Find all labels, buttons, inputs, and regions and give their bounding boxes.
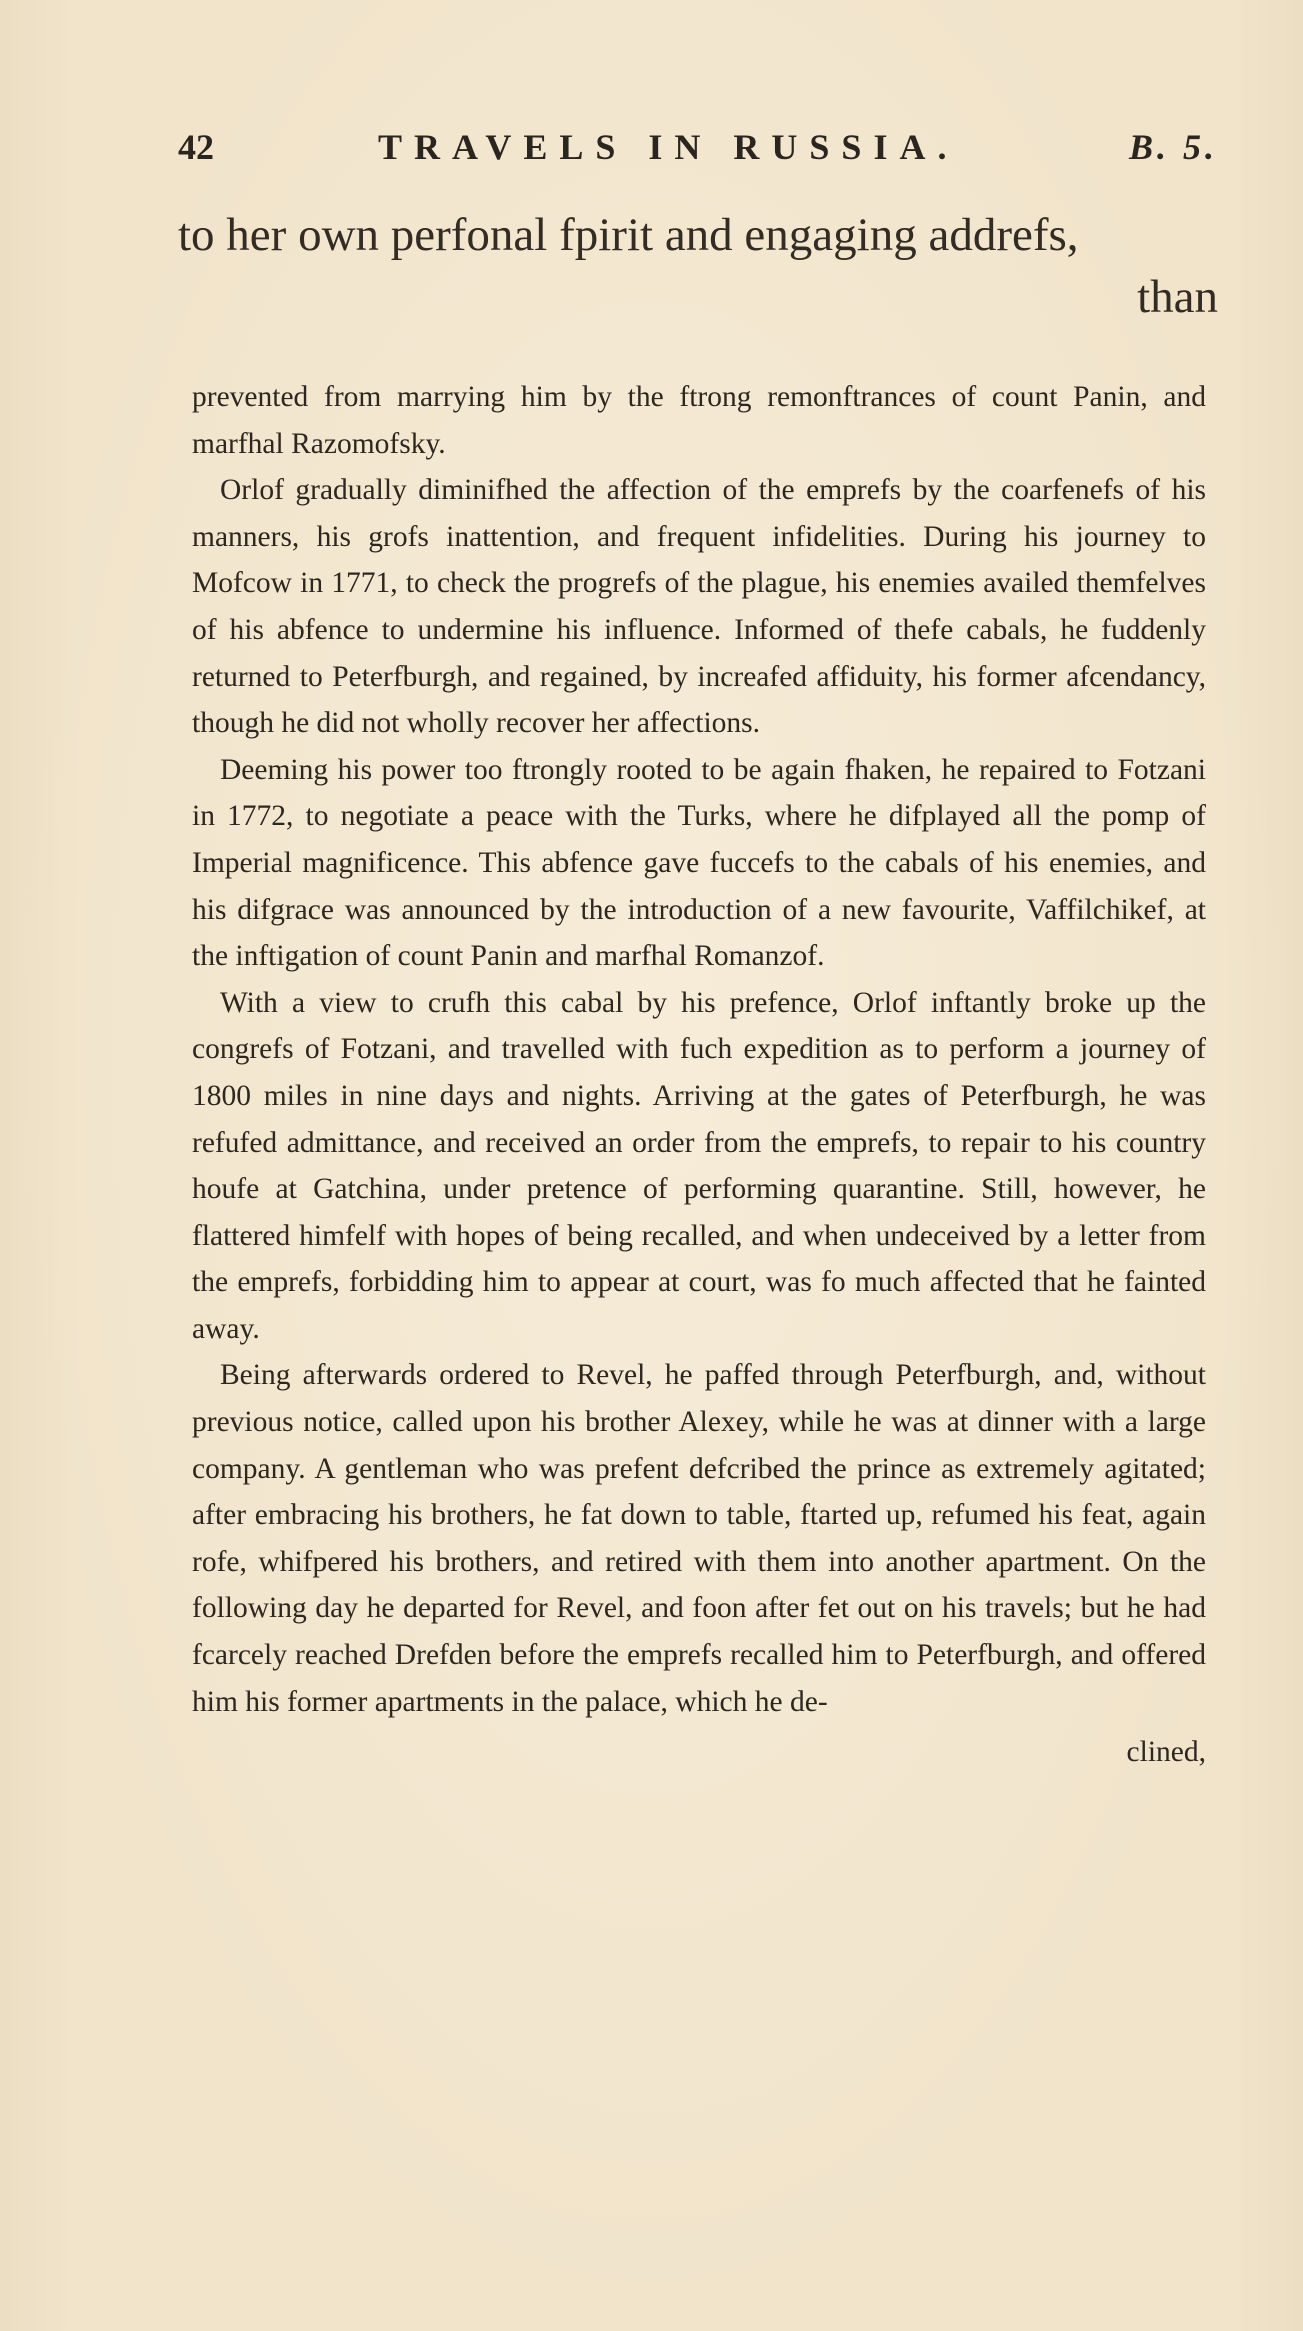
paragraph-3: Deeming his power too ftrongly rooted to be again fhaken, he repaired to Fotzani in 1772, to negotiate a peace with the Turks, where he difplayed all the pomp of Imperial magnificence. This abfence gave fuccefs to the cabals of his enemies, and his difgrace was announced by the introduction of a new favourite, Vaffilchikef, at the inftigation of count Panin and marfhal Romanzof. [192, 753, 1206, 973]
catch-line [178, 204, 1218, 328]
catch-line-1: to her own perfonal fpirit and engaging addrefs, [178, 209, 1079, 261]
paragraph-1: prevented from marrying him by the ftrong remonftrances of count Panin, and marfhal Razomofsky. [192, 381, 1206, 460]
page-number: 42 [178, 127, 214, 167]
catchword: clined, [1126, 1736, 1206, 1769]
running-title: TRAVELS IN RUSSIA. [378, 127, 959, 167]
paragraph-5: Being afterwards ordered to Revel, he paffed through Peterfburgh, and, without previous notice, called upon his brother Alexey, while he was at dinner with a large company. A gentleman who was prefent defcribed the prince as extremely agitated; after embracing his brothers, he fat down to table, ftarted up, refumed his feat, again rofe, whifpered his brothers, and retired with them into another apartment. On the following day he departed for Revel, and foon after fet out on his travels; but he had fcarcely reached Drefden before the emprefs recalled him to Peterfburgh, and offered him his former apartments in the palace, which he de- [192, 1359, 1206, 1718]
paragraph-2: Orlof gradually diminifhed the affection of the emprefs by the coarfenefs of his manners, his grofs inattention, and frequent infidelities. During his journey to Mofcow in 1771, to check the progrefs of the plague, his enemies availed themfelves of his abfence to undermine his influence. Informed of thefe cabals, he fuddenly returned to Peterfburgh, and regained, by increafed affiduity, his former afcendancy, though he did not wholly recover her affections. [192, 474, 1206, 740]
running-header [178, 126, 1218, 176]
paragraph-4: With a view to crufh this cabal by his prefence, Orlof inftantly broke up the congrefs of Fotzani, and travelled with fuch expedition as to perform a journey of 1800 miles in nine days and nights. Arriving at the gates of Peterfburgh, he was refufed admittance, and received an order from the emprefs, to repair to his country houfe at Gatchina, under pretence of performing quarantine. Still, however, he flattered himfelf with hopes of being recalled, and when undeceived by a letter from the emprefs, forbidding him to appear at court, was fo much affected that he fainted away. [192, 986, 1206, 1345]
section-marker: B. 5. [1128, 127, 1218, 167]
body-text [192, 374, 1206, 1776]
catch-line-2: than [1137, 271, 1218, 323]
